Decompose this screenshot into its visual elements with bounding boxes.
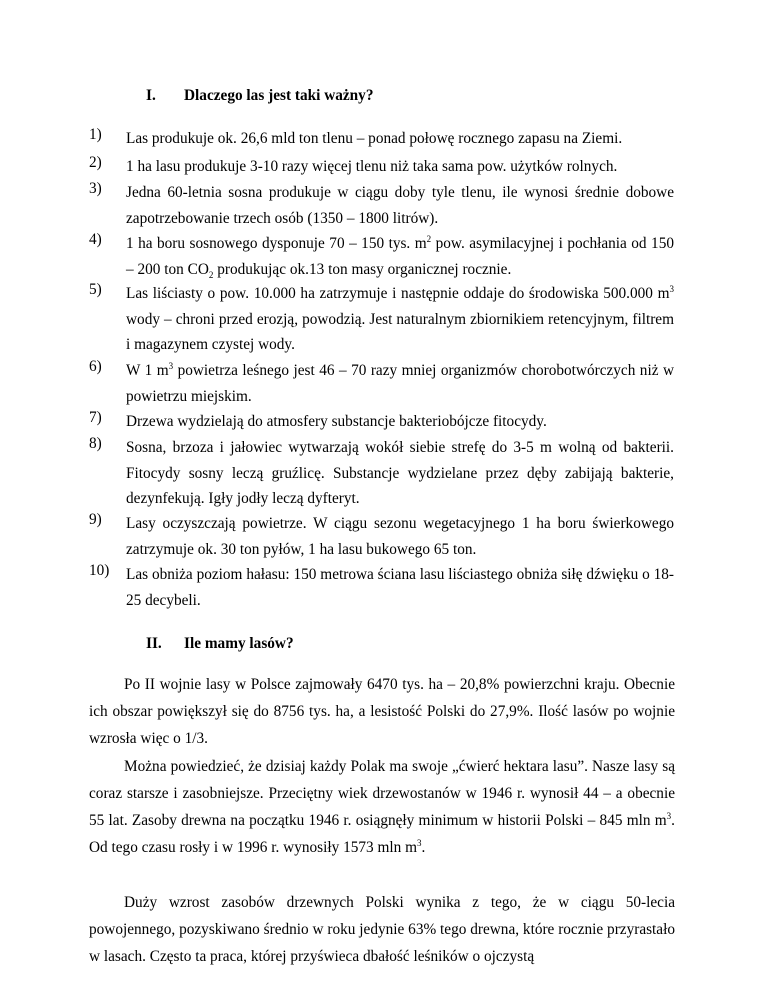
section-1-number: I. — [146, 87, 156, 104]
list-item: 1) Las produkuje ok. 26,6 mld ton tlenu – ponad połowę rocznego zapasu na Ziemi. — [89, 126, 623, 147]
section-1-title: Dlaczego las jest taki ważny? — [184, 87, 374, 104]
list-item: 7) Drzewa wydzielają do atmosfery substancje bakteriobójcze fitocydy. — [89, 409, 547, 430]
list-item: 8) Sosna, brzoza i jałowiec wytwarzają wokół siebie strefę do 3-5 m wolną od bakterii. Fitocydy sosny leczą gruźlicę. Substancje wydzielane przez dęby zabijają bakterie, dezynfekują. Igły jodły leczą dyfteryt. — [89, 435, 674, 507]
list-item: 4) 1 ha boru sosnowego dysponuje 70 – 150 tys. $m^2$ pow. asymilacyjnej i pochłania od 150 – 200 ton $CO_2$ produkując ok.13 ton masy organicznej rocznie. — [89, 231, 674, 280]
section-2-title: Ile mamy lasów? — [184, 635, 294, 652]
paragraph: Można powiedzieć, że dzisiaj każdy Polak ma swoje „ćwierć hektara lasu”. Nasze lasy są coraz starsze i zasobniejsze. Przeciętny wiek drzewostanów w 1946 r. wynosił 44 – a obecnie 55 lat. Zasoby drewna na początku 1946 r. osiągnęły minimum w historii Polski – 845 mln $m^3$. Od tego czasu rosły i w 1996 r. wynosiły 1573 mln $m^3$. — [89, 758, 675, 857]
list-item: 10) Las obniża poziom hałasu: 150 metrowa ściana lasu liściastego obniża siłę dźwięku o 18-25 decybeli. — [89, 562, 674, 609]
paragraph: Duży wzrost zasobów drzewnych Polski wynika z tego, że w ciągu 50-lecia powojennego, pozyskiwano średnio w roku jedynie 63% tego drewna, które rocznie przyrastało w lasach. Często ta praca, której przyświeca dbałość leśników o ojczystą — [89, 894, 675, 966]
paragraph: Po II wojnie lasy w Polsce zajmowały 6470 tys. ha – 20,8% powierzchni kraju. Obecnie ich obszar powiększył się do 8756 tys. ha, a lesistość Polski do 27,9%. Ilość lasów po wojnie wzrosła więc o 1/3. — [89, 676, 675, 748]
list-item: 3) Jedna 60-letnia sosna produkuje w ciągu doby tyle tlenu, ile wynosi średnie dobowe zapotrzebowanie trzech osób (1350 – 1800 litrów). — [89, 180, 674, 227]
section-2-number: II. — [146, 635, 162, 652]
list-item: 2) 1 ha lasu produkuje 3-10 razy więcej tlenu niż taka sama pow. użytków rolnych. — [89, 154, 618, 175]
list-item: 9) Lasy oczyszczają powietrze. W ciągu sezonu wegetacyjnego 1 ha boru świerkowego zatrzymuje ok. 30 ton pyłów, 1 ha lasu bukowego 65 ton. — [89, 511, 674, 558]
list-item: 5) Las liściasty o pow. 10.000 ha zatrzymuje i następnie oddaje do środowiska 500.000 $m^3$ wody – chroni przed erozją, powodzią. Jest naturalnym zbiornikiem retencyjnym, filtrem i magazynem czystej wody. — [89, 281, 674, 353]
list-item: 6) W 1 $m^3$ powietrza leśnego jest 46 – 70 razy mniej organizmów chorobotwórczych niż w powietrzu miejskim. — [89, 358, 674, 405]
